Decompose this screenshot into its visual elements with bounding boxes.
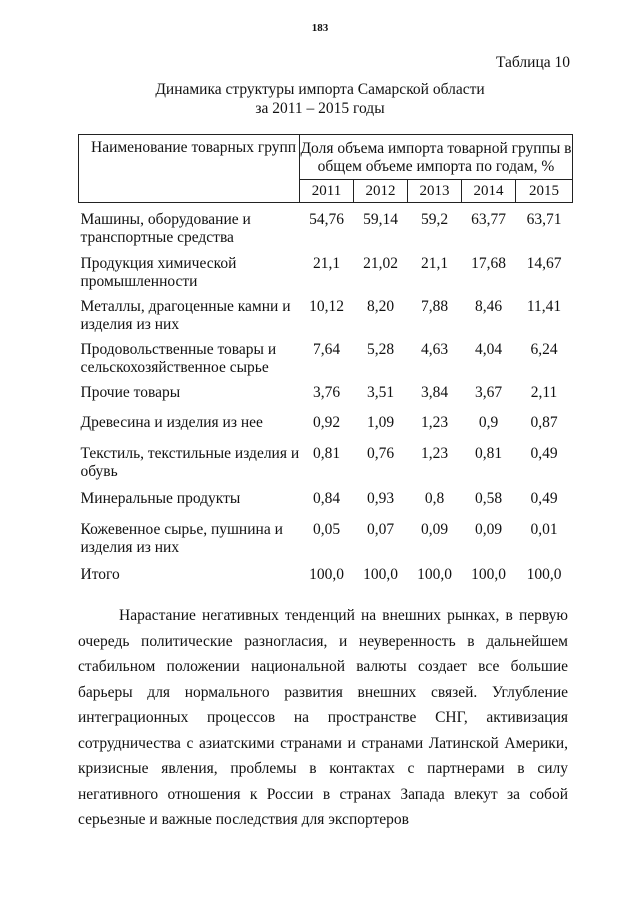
row-value: 0,07 (366, 521, 395, 538)
row-value: 4,63 (420, 341, 449, 358)
row-value: 0,49 (530, 490, 558, 507)
row-name: Машины, оборудование и транспортные средства (80, 211, 251, 246)
row-value: 1,23 (420, 414, 449, 431)
row-value: 8,46 (474, 298, 503, 315)
column-header-share (300, 135, 573, 180)
row-value: 100,0 (309, 566, 344, 583)
column-header-share-line-1: Доля объема импорта товарной группы в (300, 140, 572, 157)
table-row (79, 521, 573, 566)
year-header-2011: 2011 (300, 180, 354, 203)
table-row (79, 414, 573, 445)
row-value: 17,68 (471, 255, 506, 272)
row-value: 11,41 (526, 298, 562, 315)
table-row (79, 341, 573, 384)
caption-line-2: за 2011 – 2015 годы (255, 100, 385, 117)
row-value: 63,77 (471, 211, 506, 228)
row-value: 0,49 (530, 445, 558, 462)
row-value: 100,0 (526, 566, 562, 583)
year-header-2012: 2012 (354, 180, 408, 203)
row-value: 0,8 (424, 490, 445, 507)
row-value: 0,81 (312, 445, 341, 462)
row-value: 3,51 (366, 384, 395, 401)
column-header-name: Наименование товарных групп (79, 135, 300, 203)
row-value: 21,1 (312, 255, 341, 272)
row-value: 21,02 (363, 255, 398, 272)
row-value: 6,24 (530, 341, 558, 358)
row-name: Древесина и изделия из нее (80, 414, 263, 431)
row-value: 1,09 (366, 414, 395, 431)
row-name: Прочие товары (80, 384, 181, 401)
row-value: 3,76 (312, 384, 341, 401)
row-name: Продовольственные товары и сельскохозяйственное сырье (80, 341, 277, 376)
row-value: 0,9 (478, 414, 499, 431)
column-header-share-line-2: общем объеме импорта по годам, % (317, 158, 555, 175)
row-value: 0,76 (366, 445, 395, 462)
year-header-2015: 2015 (516, 180, 573, 203)
row-value: 5,28 (366, 341, 395, 358)
row-value: 0,58 (474, 490, 503, 507)
body-paragraph: Нарастание негативных тенденций на внешних рынках, в первую очередь политические разногласия, и неуверенность в дальнейшем стабильном положении национальной валюты создает все большие барьеры для нормального развития внешних связей. Углубление интеграционных процессов на пространстве СНГ, активизация сотрудничества с азиатскими странами и странами Латинской Америки, кризисные явления, проблемы в контактах с партнерами в силу негативного отношения к России в странах Запада влекут за собой серьезные и важные последствия для экспортеров (78, 607, 568, 828)
table-row (79, 384, 573, 414)
row-value: 0,92 (312, 414, 341, 431)
year-header-2014: 2014 (462, 180, 516, 203)
table-row (79, 490, 573, 521)
row-value: 0,05 (312, 521, 341, 538)
row-value: 100,0 (363, 566, 398, 583)
table-label: Таблица 10 (495, 54, 570, 71)
row-value: 7,88 (420, 298, 449, 315)
row-value: 1,23 (420, 445, 449, 462)
row-value: 21,1 (420, 255, 449, 272)
row-name: Металлы, драгоценные камни и изделия из них (80, 298, 291, 333)
row-name: Минеральные продукты (80, 490, 241, 507)
table-caption (0, 80, 640, 118)
table-row (79, 445, 573, 490)
import-structure-table (78, 134, 573, 586)
row-value: 0,84 (312, 490, 341, 507)
row-value: 0,01 (530, 521, 558, 538)
row-name: Итого (80, 566, 120, 583)
row-value: 63,71 (526, 211, 562, 228)
row-name: Текстиль, текстильные изделия и обувь (80, 445, 300, 480)
row-value: 0,87 (530, 414, 558, 431)
row-name: Продукция химической промышленности (80, 255, 237, 290)
row-value: 0,81 (474, 445, 503, 462)
row-value: 14,67 (526, 255, 562, 272)
row-value: 2,11 (530, 384, 558, 401)
row-value: 0,93 (366, 490, 395, 507)
row-value: 3,67 (474, 384, 503, 401)
row-value: 100,0 (471, 566, 506, 583)
table-row-total (79, 566, 573, 586)
row-value: 54,76 (309, 211, 344, 228)
row-value: 100,0 (417, 566, 452, 583)
row-value: 10,12 (309, 298, 344, 315)
row-value: 7,64 (312, 341, 341, 358)
table-row (79, 203, 573, 256)
page-number: 183 (311, 22, 329, 34)
row-value: 3,84 (420, 384, 449, 401)
row-value: 8,20 (366, 298, 395, 315)
row-value: 59,14 (363, 211, 398, 228)
row-value: 0,09 (420, 521, 449, 538)
year-header-2013: 2013 (408, 180, 462, 203)
row-name: Кожевенное сырье, пушнина и изделия из них (80, 521, 283, 556)
table-row (79, 255, 573, 298)
caption-line-1: Динамика структуры импорта Самарской области (155, 81, 485, 98)
row-value: 4,04 (474, 341, 503, 358)
row-value: 59,2 (420, 211, 449, 228)
table-row (79, 298, 573, 341)
row-value: 0,09 (474, 521, 503, 538)
